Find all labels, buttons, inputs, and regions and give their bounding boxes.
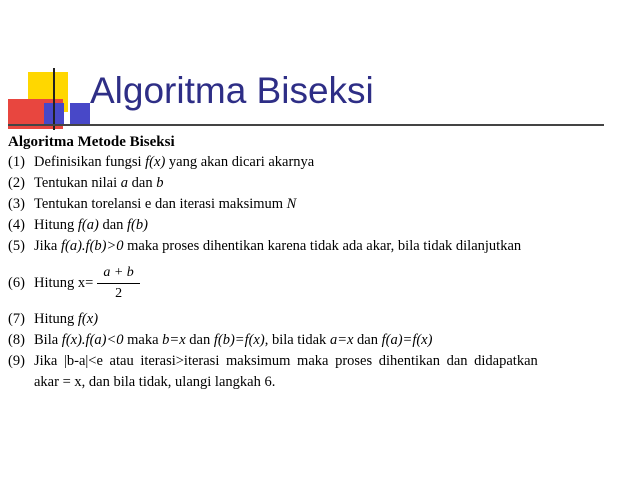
step-text: Definisikan fungsi f(x) yang akan dicari akarnya bbox=[34, 154, 315, 170]
step-text: Hitung f(a) dan f(b) bbox=[34, 217, 148, 233]
step-7 bbox=[8, 309, 633, 330]
step-1 bbox=[8, 152, 633, 173]
step-8 bbox=[8, 330, 633, 351]
step-text: Tentukan torelansi e dan iterasi maksimum N bbox=[34, 196, 297, 212]
step-number: (1) bbox=[8, 154, 25, 170]
step-2 bbox=[8, 173, 633, 194]
step-number: (4) bbox=[8, 217, 25, 233]
step-number: (6) bbox=[8, 274, 25, 291]
step-number: (2) bbox=[8, 175, 25, 191]
fraction-denominator: 2 bbox=[97, 283, 139, 304]
step-text: Jika |b-a|<e atau iterasi>iterasi maksimum maka proses dihentikan dan didapatkan bbox=[34, 353, 538, 369]
decor-blue-square bbox=[70, 103, 90, 126]
step-text: Hitung f(x) bbox=[34, 311, 99, 327]
step-6 bbox=[8, 257, 633, 309]
step-number: (9) bbox=[8, 353, 25, 369]
step-number: (7) bbox=[8, 311, 25, 327]
section-heading: Algoritma Metode Biseksi bbox=[8, 134, 175, 150]
step-5 bbox=[8, 236, 633, 257]
decor-vertical-line bbox=[53, 68, 55, 130]
slide-content bbox=[8, 134, 633, 393]
step-number: (8) bbox=[8, 332, 25, 348]
step-4 bbox=[8, 215, 633, 236]
step-text: Tentukan nilai a dan b bbox=[34, 175, 164, 191]
step-9-continuation: akar = x, dan bila tidak, ulangi langkah 6. bbox=[34, 374, 276, 390]
step-text: Jika f(a).f(b)>0 maka proses dihentikan karena tidak ada akar, bila tidak dilanjutkan bbox=[34, 238, 522, 254]
step-text: Bila f(x).f(a)<0 maka b=x dan f(b)=f(x), bila tidak a=x dan f(a)=f(x) bbox=[34, 332, 433, 348]
step-number: (3) bbox=[8, 196, 25, 212]
step-3 bbox=[8, 194, 633, 215]
midpoint-fraction bbox=[97, 263, 139, 304]
step-text: Hitung x= bbox=[34, 274, 94, 291]
step-number: (5) bbox=[8, 238, 25, 254]
title-underline bbox=[8, 124, 604, 126]
step-9 bbox=[8, 351, 633, 372]
slide-title: Algoritma Biseksi bbox=[90, 70, 374, 111]
fraction-numerator: a + b bbox=[103, 264, 134, 280]
